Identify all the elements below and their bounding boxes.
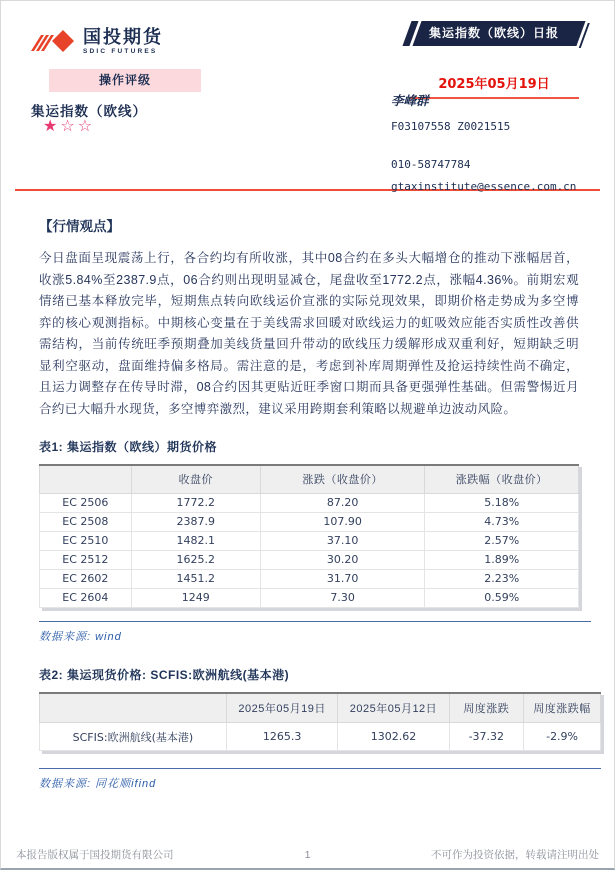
table-cell: EC 2512: [40, 550, 132, 569]
page-footer: [16, 847, 599, 862]
column-header: 2025年05月12日: [338, 693, 449, 723]
table-row: [40, 512, 579, 531]
table-cell: 2.57%: [425, 531, 579, 550]
table2-title: 表2: 集运现货价格: SCFIS:欧洲航线(基本港): [39, 667, 290, 682]
source-divider: [39, 621, 591, 622]
table-cell: 107.90: [260, 512, 424, 531]
table-cell: 1451.2: [131, 569, 260, 588]
table-cell: -2.9%: [524, 723, 601, 751]
column-header: 2025年05月19日: [226, 693, 338, 723]
market-view-paragraph: 今日盘面呈现震荡上行，各合约均有所收涨，其中08合约在多头大幅增仓的推动下涨幅居首，收涨5.84%至2387.9点，06合约则出现明显减仓，尾盘收至1772.2点，涨幅4.36%。前期宏观情绪已基本释放完毕，短期焦点转向欧线运价宣涨的实际兑现效果，即期价格走势成为多空博弈的核心观测指标。中期核心变量在于美线需求回暖对欧线运力的虹吸效应能否实质性改善供需结构，当前传统旺季预期叠加美线货量回升带动的欧线压力缓解形成双重利好，短期缺乏明显利空驱动，盘面维持偏多格局。需注意的是，考虑到补库周期弹性及抢运持续性尚不确定，且运力调整存在传导时滞，08合约因其更贴近旺季窗口期而具备更强弹性基础。但需警惕近月合约已大幅升水现货，多空博弈激烈，建议采用跨期套利策略以规避单边波动风险。: [39, 251, 579, 416]
market-view-heading: 【行情观点】: [39, 219, 120, 234]
table-cell: 5.18%: [425, 493, 579, 512]
report-date: 2025年05月19日: [409, 73, 579, 99]
report-header: [15, 1, 600, 191]
column-header: 收盘价: [131, 465, 260, 493]
column-header: 周度涨跌幅: [524, 693, 601, 723]
table-cell: 87.20: [260, 493, 424, 512]
table-cell: 37.10: [260, 531, 424, 550]
table-cell: SCFIS:欧洲航线(基本港): [40, 723, 227, 751]
table1-source: 数据来源: wind: [39, 630, 122, 643]
company-logo: [31, 25, 163, 57]
table-cell: 7.30: [260, 588, 424, 607]
analyst-phone: 010-58747784: [391, 158, 471, 171]
table-cell: 4.73%: [425, 512, 579, 531]
table-cell: 0.59%: [425, 588, 579, 607]
table-cell: EC 2508: [40, 512, 132, 531]
table-cell: EC 2604: [40, 588, 132, 607]
table-header-row: [40, 693, 601, 723]
table-cell: 1302.62: [338, 723, 449, 751]
table1-title: 表1: 集运指数（欧线）期货价格: [39, 440, 218, 454]
table-row: [40, 569, 579, 588]
table-cell: EC 2506: [40, 493, 132, 512]
logo-company-subtitle: SDIC FUTURES: [83, 47, 158, 55]
report-title-text: 集运指数（欧线）日报: [428, 26, 559, 40]
table-header-row: [40, 465, 579, 493]
table-cell: 1482.1: [131, 531, 260, 550]
column-header: [40, 693, 227, 723]
analyst-license-number: F03107558 Z0021515: [391, 120, 511, 133]
spot-price-table: [39, 692, 601, 752]
report-badge-column: [401, 21, 587, 99]
product-name: 集运指数（欧线）: [31, 104, 147, 119]
table-cell: 1772.2: [131, 493, 260, 512]
table-cell: 1249: [131, 588, 260, 607]
column-header: 周度涨跌: [449, 693, 524, 723]
table-cell: EC 2510: [40, 531, 132, 550]
futures-price-table: [39, 464, 579, 608]
table-cell: EC 2602: [40, 569, 132, 588]
table-cell: 1265.3: [226, 723, 338, 751]
table-cell: 1625.2: [131, 550, 260, 569]
footer-copyright: 本报告版权属于国投期货有限公司: [16, 849, 174, 861]
logo-company-name: 国投期货: [83, 26, 163, 47]
rating-section-label: 操作评级: [49, 69, 201, 92]
report-body: [1, 215, 614, 791]
analyst-name: 李峰群: [391, 94, 429, 108]
table-row: [40, 588, 579, 607]
logo-text: [83, 28, 163, 55]
footer-page-number: 1: [304, 848, 311, 861]
table-cell: -37.32: [449, 723, 524, 751]
table-row: [40, 531, 579, 550]
table-row: [40, 493, 579, 512]
analyst-info: [391, 91, 576, 193]
table-row: [40, 550, 579, 569]
table-cell: 31.70: [260, 569, 424, 588]
table-cell: 1.89%: [425, 550, 579, 569]
rating-stars: ★☆☆: [43, 118, 96, 135]
table2-source: 数据来源: 同花顺ifind: [39, 778, 157, 790]
table-cell: 2387.9: [131, 512, 260, 531]
table-row: [40, 723, 601, 751]
column-header: 涨跌（收盘价）: [260, 465, 424, 493]
column-header: 涨跌幅（收盘价）: [425, 465, 579, 493]
report-title-badge: [402, 21, 585, 46]
source-divider: [39, 768, 601, 769]
logo-mark-icon: [31, 25, 77, 57]
table-cell: 30.20: [260, 550, 424, 569]
analyst-email: gtaxinstitute@essence.com.cn: [391, 180, 577, 193]
footer-notice: 不可作为投资依据，转载请注明出处: [431, 849, 599, 861]
column-header: [40, 465, 132, 493]
table-cell: 2.23%: [425, 569, 579, 588]
